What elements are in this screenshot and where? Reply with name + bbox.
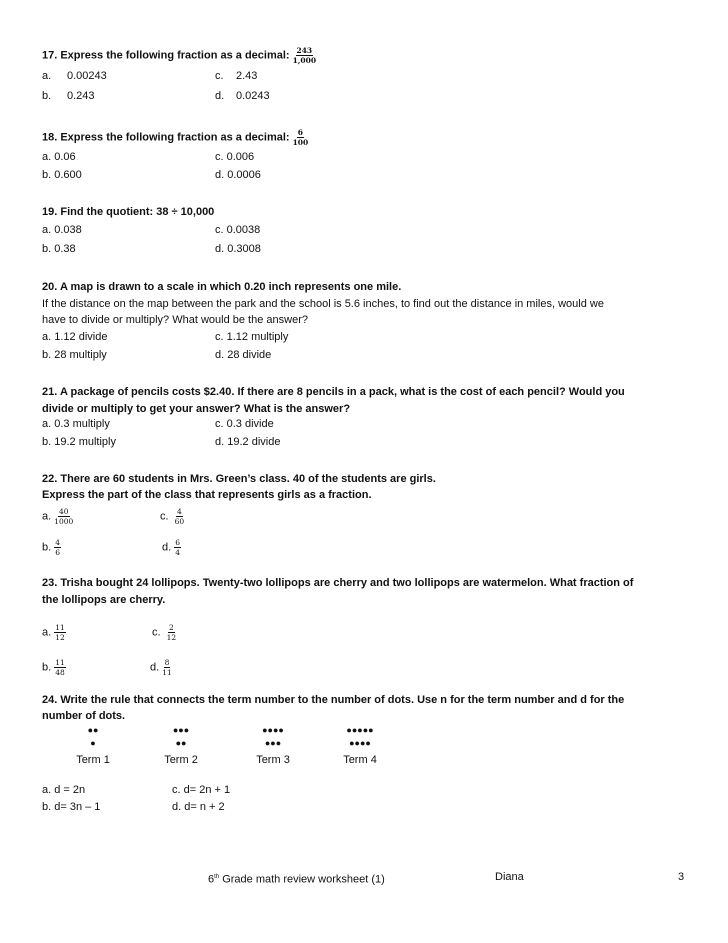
question-text: have to divide or multiply? What would be the answer?: [42, 314, 308, 326]
numerator: 6: [297, 128, 304, 137]
option-d: d. d= n + 2: [172, 801, 225, 813]
option-b: b. 0.38: [42, 243, 76, 255]
fraction: [54, 623, 66, 642]
fraction: [293, 128, 309, 147]
numerator: 11: [55, 658, 65, 667]
denominator: 60: [174, 517, 185, 526]
denominator: 12: [55, 633, 65, 642]
dots-row: ●●●●: [349, 738, 371, 748]
numerator: 8: [164, 658, 170, 667]
option-c: c. 0.0038: [215, 224, 261, 236]
option-d: d. 0.3008: [215, 243, 261, 255]
option-a: a. 0.06: [42, 151, 76, 163]
denominator: 48: [55, 668, 65, 677]
question-20: 20. A map is drawn to a scale in which 0.20 inch represents one mile.: [42, 281, 402, 293]
option-label: d.: [150, 661, 160, 674]
option-d: d. 28 divide: [215, 349, 272, 361]
footer-title: [208, 870, 385, 887]
option-label: c.: [160, 510, 169, 523]
option-d: [162, 538, 181, 557]
option-b: [42, 658, 66, 677]
option-a: [42, 623, 66, 642]
option-label: b.: [42, 541, 52, 554]
question-24: 24. Write the rule that connects the term number to the number of dots. Use n for the term number and d for the: [42, 694, 625, 706]
fraction: [293, 46, 317, 65]
option-b: [42, 538, 61, 557]
fraction: [54, 538, 61, 557]
fraction: [174, 538, 181, 557]
dots-row: ●●●: [264, 738, 282, 748]
fraction: [54, 507, 73, 526]
option-b: b. 19.2 multiply: [42, 436, 116, 448]
option-c: c. 1.12 multiply: [215, 331, 289, 343]
dots-row: ●●: [175, 738, 187, 748]
fraction: [175, 507, 185, 526]
option-label: a.: [42, 510, 52, 523]
denominator: 12: [166, 633, 177, 642]
question-21: 21. A package of pencils costs $2.40. If there are 8 pencils in a pack, what is the cost of each pencil? Would you: [42, 386, 625, 398]
fraction: [162, 658, 172, 677]
numerator: 40: [58, 507, 69, 516]
worksheet-title: Grade math review worksheet (1): [219, 873, 385, 886]
option-label: a.: [42, 70, 52, 82]
option-c: c. 0.006: [215, 151, 255, 163]
option-d: [150, 658, 172, 677]
option-a: 0.00243: [67, 70, 107, 82]
question-17: [42, 46, 316, 65]
dots-row: ●●●●●: [346, 725, 374, 735]
denominator: 4: [175, 548, 180, 557]
option-c: [160, 507, 184, 526]
option-d: d. 19.2 divide: [215, 436, 281, 448]
option-d: 0.0243: [236, 90, 270, 102]
option-b: b. 0.600: [42, 169, 82, 181]
numerator: 4: [55, 538, 60, 547]
term-label: Term 1: [76, 754, 110, 766]
numerator: 4: [176, 507, 182, 516]
fraction: [167, 623, 177, 642]
option-label: b.: [42, 90, 52, 102]
numerator: 6: [175, 538, 180, 547]
question-22: 22. There are 60 students in Mrs. Green’s class. 40 of the students are girls.: [42, 473, 436, 485]
question-text: the lollipops are cherry.: [42, 594, 166, 606]
dots-row: ●●●: [172, 725, 190, 735]
denominator: 100: [292, 138, 309, 147]
option-d: d. 0.0006: [215, 169, 261, 181]
question-text: divide or multiply to get your answer? What is the answer?: [42, 403, 351, 415]
dots-row: ●: [90, 738, 96, 748]
option-b: b. 28 multiply: [42, 349, 107, 361]
fraction: [54, 658, 66, 677]
grade: 6: [208, 873, 215, 886]
question-23: 23. Trisha bought 24 lollipops. Twenty-two lollipops are cherry and two lollipops are watermelon. What fraction of: [42, 577, 634, 589]
option-label: d.: [162, 541, 172, 554]
option-c: [152, 623, 176, 642]
numerator: 243: [296, 46, 313, 55]
term-label: Term 2: [164, 754, 198, 766]
option-a: a. 0.038: [42, 224, 82, 236]
option-b: b. d= 3n – 1: [42, 801, 101, 813]
question-18: [42, 128, 308, 147]
option-a: [42, 507, 73, 526]
ordinal-suffix: th: [214, 874, 220, 880]
option-label: a.: [42, 626, 52, 639]
numerator: 11: [55, 623, 65, 632]
denominator: 1000: [54, 517, 74, 526]
option-c: 2.43: [236, 70, 258, 82]
option-a: a. 0.3 multiply: [42, 418, 110, 430]
page-number: 3: [678, 871, 685, 883]
option-c: c. 0.3 divide: [215, 418, 274, 430]
question-text: 17. Express the following fraction as a decimal:: [42, 49, 290, 62]
term-label: Term 3: [256, 754, 290, 766]
question-text: Express the part of the class that represents girls as a fraction.: [42, 489, 372, 501]
dots-row: ●●●●: [262, 725, 284, 735]
option-c: c. d= 2n + 1: [172, 784, 231, 796]
question-19: 19. Find the quotient: 38 ÷ 10,000: [42, 206, 215, 218]
footer-author: Diana: [495, 871, 524, 883]
option-label: d.: [215, 90, 225, 102]
denominator: 11: [162, 668, 172, 677]
denominator: 6: [55, 548, 60, 557]
option-label: c.: [152, 626, 161, 639]
option-label: c.: [215, 70, 224, 82]
numerator: 2: [168, 623, 174, 632]
term-label: Term 4: [343, 754, 377, 766]
question-text: If the distance on the map between the park and the school is 5.6 inches, to find out the distance in miles, would we: [42, 298, 604, 310]
option-a: a. d = 2n: [42, 784, 86, 796]
denominator: 1,000: [292, 56, 317, 65]
dots-row: ●●: [87, 725, 99, 735]
question-text: 18. Express the following fraction as a decimal:: [42, 131, 290, 144]
option-a: a. 1.12 divide: [42, 331, 108, 343]
question-text: number of dots.: [42, 710, 126, 722]
option-b: 0.243: [67, 90, 95, 102]
option-label: b.: [42, 661, 52, 674]
